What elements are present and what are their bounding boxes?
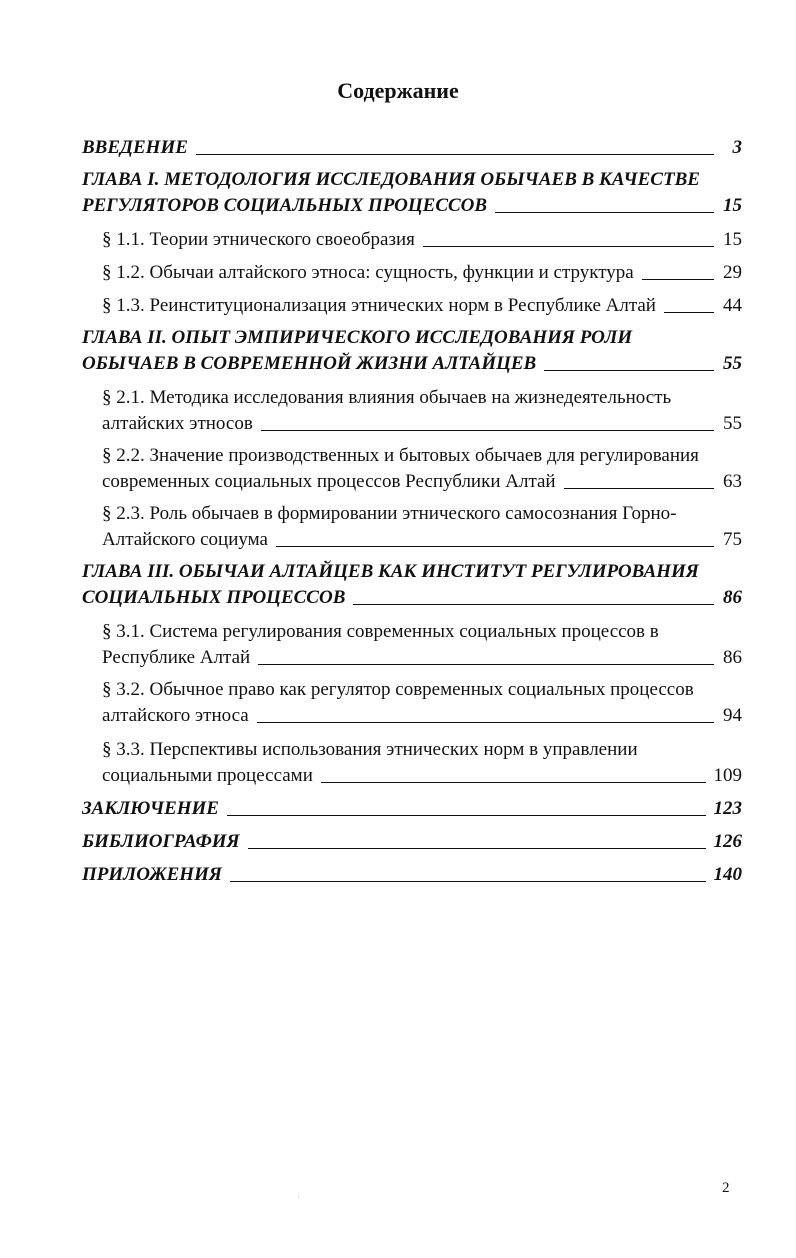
toc-entry-label-line2: РЕГУЛЯТОРОВ СОЦИАЛЬНЫХ ПРОЦЕССОВ (82, 195, 488, 216)
toc-entry-label-line1: ГЛАВА III. ОБЫЧАИ АЛТАЙЦЕВ КАК ИНСТИТУТ РЕГУЛИРОВАНИЯ (82, 561, 699, 582)
toc-entry-section-3-3[interactable] (82, 737, 742, 789)
toc-page-number: 94 (723, 705, 742, 726)
dot-leader (544, 370, 714, 371)
toc-page-number: 75 (723, 529, 742, 550)
toc-entry-bibliography[interactable] (82, 829, 742, 855)
toc-entry-label-line1: § 3.1. Система регулирования современных социальных процессов в (102, 621, 659, 642)
dot-leader (248, 848, 706, 849)
dot-leader (423, 246, 714, 247)
toc-entry-section-3-1[interactable] (82, 619, 742, 671)
toc-page-number: 3 (732, 137, 742, 158)
toc-page-number: 126 (713, 831, 742, 852)
toc-entry-section-2-3[interactable] (82, 501, 742, 553)
scan-speck (298, 1196, 299, 1197)
toc-entry-label: § 1.3. Реинституционализация этнических норм в Республике Алтай (102, 295, 656, 316)
toc-entry-label-line1: § 2.2. Значение производственных и бытовых обычаев для регулирования (102, 445, 699, 466)
toc-page-number: 44 (723, 295, 742, 316)
dot-leader (276, 546, 714, 547)
toc-page-number: 63 (723, 471, 742, 492)
toc-page-number: 29 (723, 262, 742, 283)
toc-entry-section-3-2[interactable] (82, 677, 742, 729)
toc-entry-label-line2: Алтайского социума (102, 529, 268, 550)
page-title: Содержание (337, 78, 459, 103)
toc-page-number: 123 (713, 798, 742, 819)
toc-entry-appendices[interactable] (82, 862, 742, 888)
toc-entry-label: § 1.2. Обычаи алтайского этноса: сущность, функции и структура (102, 262, 634, 283)
dot-leader (353, 604, 714, 605)
dot-leader (642, 279, 714, 280)
toc-entry-section-1-3[interactable] (82, 293, 742, 319)
toc-entry-label: БИБЛИОГРАФИЯ (82, 831, 240, 852)
toc-page-number: 86 (723, 587, 742, 608)
toc-entry-chapter-1[interactable] (82, 167, 742, 219)
toc-entry-label-line2: Республике Алтай (102, 647, 251, 668)
toc-entry-section-2-2[interactable] (82, 443, 742, 495)
toc-entry-label-line1: § 3.3. Перспективы использования этнических норм в управлении (102, 739, 638, 760)
dot-leader (564, 488, 714, 489)
dot-leader (664, 312, 714, 313)
toc-entry-label-line2: современных социальных процессов Республики Алтай (102, 471, 556, 492)
toc-entry-introduction[interactable] (82, 135, 742, 161)
table-of-contents (82, 135, 742, 888)
toc-page-number: 109 (713, 765, 742, 786)
toc-entry-section-2-1[interactable] (82, 385, 742, 437)
toc-page-number: 140 (713, 864, 742, 885)
toc-page-number: 15 (723, 195, 742, 216)
page-number: 2 (722, 1180, 730, 1196)
toc-entry-label-line1: § 2.1. Методика исследования влияния обычаев на жизнедеятельность (102, 387, 672, 408)
toc-page-number: 86 (723, 647, 742, 668)
toc-entry-label-line1: § 2.3. Роль обычаев в формировании этнического самосознания Горно- (102, 503, 677, 524)
toc-entry-label-line2: ОБЫЧАЕВ В СОВРЕМЕННОЙ ЖИЗНИ АЛТАЙЦЕВ (82, 353, 537, 374)
toc-entry-label-line2: алтайских этносов (102, 413, 253, 434)
dot-leader (257, 722, 714, 723)
toc-entry-conclusion[interactable] (82, 796, 742, 822)
dot-leader (261, 430, 714, 431)
toc-entry-section-1-2[interactable] (82, 260, 742, 286)
dot-leader (227, 815, 706, 816)
toc-entry-label-line2: СОЦИАЛЬНЫХ ПРОЦЕССОВ (82, 587, 346, 608)
toc-page-number: 15 (723, 229, 742, 250)
toc-entry-label: ЗАКЛЮЧЕНИЕ (82, 798, 219, 819)
toc-page-number: 55 (723, 353, 742, 374)
dot-leader (258, 664, 714, 665)
toc-entry-label: § 1.1. Теории этнического своеобразия (102, 229, 415, 250)
dot-leader (321, 782, 706, 783)
toc-entry-label-line1: § 3.2. Обычное право как регулятор современных социальных процессов (102, 679, 694, 700)
toc-entry-label-line2: алтайского этноса (102, 705, 249, 726)
toc-entry-chapter-2[interactable] (82, 325, 742, 377)
toc-entry-label-line1: ГЛАВА II. ОПЫТ ЭМПИРИЧЕСКОГО ИССЛЕДОВАНИЯ РОЛИ (82, 327, 633, 348)
dot-leader (230, 881, 706, 882)
toc-entry-label: ПРИЛОЖЕНИЯ (82, 864, 222, 885)
toc-entry-label: ВВЕДЕНИЕ (82, 137, 188, 158)
dot-leader (196, 154, 714, 155)
toc-entry-label-line1: ГЛАВА I. МЕТОДОЛОГИЯ ИССЛЕДОВАНИЯ ОБЫЧАЕВ В КАЧЕСТВЕ (82, 169, 700, 190)
toc-page-number: 55 (723, 413, 742, 434)
toc-entry-section-1-1[interactable] (82, 227, 742, 253)
dot-leader (495, 212, 714, 213)
toc-entry-label-line2: социальными процессами (102, 765, 313, 786)
toc-entry-chapter-3[interactable] (82, 559, 742, 611)
